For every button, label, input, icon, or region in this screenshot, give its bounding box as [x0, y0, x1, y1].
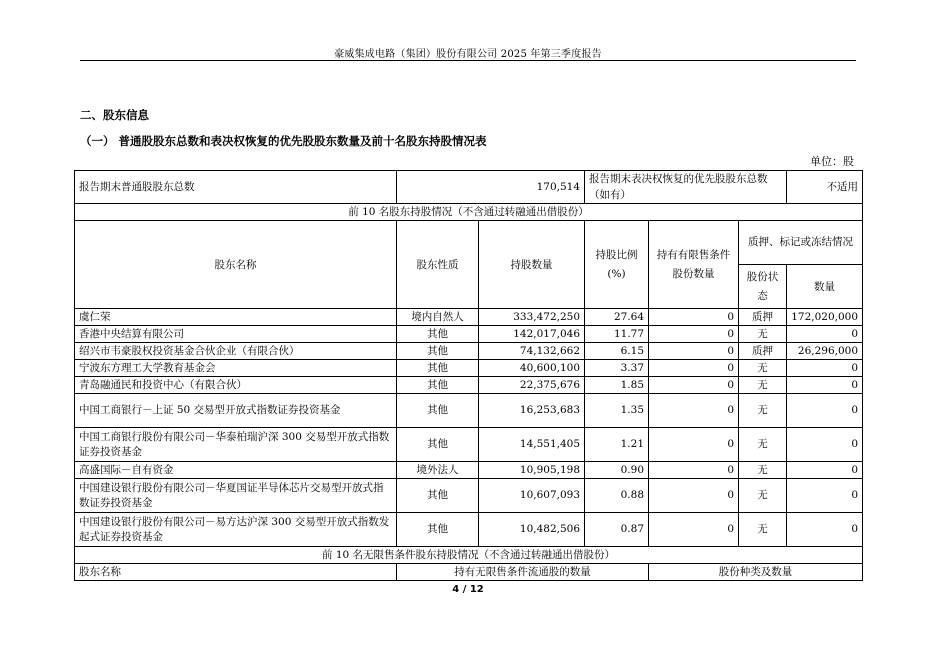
- shareholder-restricted: 0: [649, 360, 739, 377]
- shareholder-ratio: 11.77: [585, 326, 649, 343]
- shareholder-name: 宁波东方理工大学教育基金会: [75, 360, 397, 377]
- shareholder-nature: 其他: [397, 428, 479, 462]
- shareholder-nature: 其他: [397, 513, 479, 547]
- shareholder-restricted: 0: [649, 394, 739, 428]
- shareholder-pledge-status: 质押: [739, 309, 787, 326]
- header-rule: [80, 60, 856, 61]
- shareholder-name: 高盛国际－自有资金: [75, 462, 397, 479]
- shareholder-name: 青岛融通民和投资中心（有限合伙）: [75, 377, 397, 394]
- shareholder-quantity: 10,607,093: [479, 479, 585, 513]
- shareholder-pledge-qty: 0: [787, 360, 863, 377]
- col-header-nature: 股东性质: [397, 221, 479, 309]
- col-header-pledge-qty: 数量: [787, 265, 863, 309]
- shareholder-name: 中国建设银行股份有限公司－华夏国证半导体芯片交易型开放式指数证券投资基金: [75, 479, 397, 513]
- shareholder-row: [75, 377, 863, 394]
- shareholder-pledge-status: 无: [739, 326, 787, 343]
- shareholder-pledge-qty: 0: [787, 377, 863, 394]
- shareholder-pledge-status: 无: [739, 513, 787, 547]
- shareholder-row: [75, 326, 863, 343]
- shareholder-row: [75, 343, 863, 360]
- shareholder-restricted: 0: [649, 513, 739, 547]
- unrestricted-header-name: 股东名称: [75, 564, 397, 581]
- section-title: 二、股东信息: [80, 108, 149, 122]
- shareholder-ratio: 1.85: [585, 377, 649, 394]
- shareholder-name: 中国工商银行－上证 50 交易型开放式指数证券投资基金: [75, 394, 397, 428]
- unrestricted-header-row: [75, 564, 863, 581]
- shareholder-restricted: 0: [649, 377, 739, 394]
- shareholder-ratio: 3.37: [585, 360, 649, 377]
- shareholder-quantity: 40,600,100: [479, 360, 585, 377]
- shareholder-name: 中国工商银行股份有限公司－华泰柏瑞沪深 300 交易型开放式指数证券投资基金: [75, 428, 397, 462]
- preferred-shareholders-label: 报告期末表决权恢复的优先股股东总数（如有）: [585, 171, 787, 204]
- shareholder-nature: 其他: [397, 360, 479, 377]
- shareholder-pledge-status: 质押: [739, 343, 787, 360]
- top10-caption: 前 10 名股东持股情况（不含通过转融通出借股份）: [75, 204, 863, 221]
- col-header-ratio: 持股比例(%): [585, 221, 649, 309]
- shareholder-row: [75, 394, 863, 428]
- preferred-shareholders-value: 不适用: [787, 171, 863, 204]
- shareholder-ratio: 0.90: [585, 462, 649, 479]
- shareholder-pledge-qty: 172,020,000: [787, 309, 863, 326]
- shareholder-pledge-qty: 0: [787, 394, 863, 428]
- shareholder-row: [75, 428, 863, 462]
- shareholder-quantity: 22,375,676: [479, 377, 585, 394]
- shareholder-quantity: 10,482,506: [479, 513, 585, 547]
- shareholder-restricted: 0: [649, 309, 739, 326]
- col-header-name: 股东名称: [75, 221, 397, 309]
- shareholder-pledge-qty: 0: [787, 326, 863, 343]
- shareholder-table: [74, 170, 863, 581]
- shareholder-nature: 境内自然人: [397, 309, 479, 326]
- shareholder-quantity: 14,551,405: [479, 428, 585, 462]
- total-shareholders-label: 报告期末普通股股东总数: [75, 171, 397, 204]
- shareholder-row: [75, 479, 863, 513]
- top10-caption-row: [75, 204, 863, 221]
- shareholder-restricted: 0: [649, 479, 739, 513]
- unrestricted-caption: 前 10 名无限售条件股东持股情况（不含通过转融通出借股份）: [75, 547, 863, 564]
- shareholder-ratio: 6.15: [585, 343, 649, 360]
- shareholder-row: [75, 462, 863, 479]
- shareholder-pledge-qty: 0: [787, 428, 863, 462]
- shareholder-pledge-status: 无: [739, 428, 787, 462]
- shareholder-pledge-qty: 26,296,000: [787, 343, 863, 360]
- shareholder-pledge-status: 无: [739, 377, 787, 394]
- summary-row: [75, 171, 863, 204]
- shareholder-quantity: 333,472,250: [479, 309, 585, 326]
- shareholder-nature: 其他: [397, 377, 479, 394]
- shareholder-quantity: 142,017,046: [479, 326, 585, 343]
- col-header-pledge-status: 股份状态: [739, 265, 787, 309]
- unrestricted-caption-row: [75, 547, 863, 564]
- col-header-restricted: 持有有限售条件股份数量: [649, 221, 739, 309]
- shareholder-restricted: 0: [649, 326, 739, 343]
- shareholder-nature: 境外法人: [397, 462, 479, 479]
- shareholder-nature: 其他: [397, 479, 479, 513]
- shareholder-name: 绍兴市韦豪股权投资基金合伙企业（有限合伙）: [75, 343, 397, 360]
- unrestricted-header-type: 股份种类及数量: [649, 564, 863, 581]
- shareholder-pledge-status: 无: [739, 360, 787, 377]
- col-header-quantity: 持股数量: [479, 221, 585, 309]
- shareholder-pledge-status: 无: [739, 462, 787, 479]
- shareholder-nature: 其他: [397, 343, 479, 360]
- col-header-pledge-group: 质押、标记或冻结情况: [739, 221, 863, 265]
- shareholder-quantity: 10,905,198: [479, 462, 585, 479]
- shareholder-row: [75, 513, 863, 547]
- shareholder-name: 中国建设银行股份有限公司－易方达沪深 300 交易型开放式指数发起式证券投资基金: [75, 513, 397, 547]
- shareholder-row: [75, 360, 863, 377]
- shareholder-quantity: 16,253,683: [479, 394, 585, 428]
- shareholder-nature: 其他: [397, 326, 479, 343]
- shareholder-restricted: 0: [649, 462, 739, 479]
- shareholder-pledge-qty: 0: [787, 513, 863, 547]
- shareholder-nature: 其他: [397, 394, 479, 428]
- shareholder-restricted: 0: [649, 428, 739, 462]
- shareholder-pledge-qty: 0: [787, 479, 863, 513]
- shareholder-ratio: 1.35: [585, 394, 649, 428]
- page-header: 豪威集成电路（集团）股份有限公司 2025 年第三季度报告: [334, 49, 602, 60]
- shareholder-name: 香港中央结算有限公司: [75, 326, 397, 343]
- shareholder-ratio: 0.87: [585, 513, 649, 547]
- shareholder-name: 虞仁荣: [75, 309, 397, 326]
- unrestricted-header-quantity: 持有无限售条件流通股的数量: [397, 564, 649, 581]
- shareholder-pledge-qty: 0: [787, 462, 863, 479]
- shareholder-ratio: 0.88: [585, 479, 649, 513]
- section-subtitle: （一） 普通股股东总数和表决权恢复的优先股股东数量及前十名股东持股情况表: [80, 134, 487, 148]
- page-number: 4 / 12: [452, 584, 484, 595]
- shareholder-pledge-status: 无: [739, 394, 787, 428]
- shareholder-quantity: 74,132,662: [479, 343, 585, 360]
- shareholder-ratio: 27.64: [585, 309, 649, 326]
- unit-label: 单位：股: [810, 155, 854, 168]
- shareholder-row: [75, 309, 863, 326]
- top10-header-row: [75, 221, 863, 265]
- total-shareholders-value: 170,514: [397, 171, 585, 204]
- shareholder-restricted: 0: [649, 343, 739, 360]
- shareholder-ratio: 1.21: [585, 428, 649, 462]
- shareholder-pledge-status: 无: [739, 479, 787, 513]
